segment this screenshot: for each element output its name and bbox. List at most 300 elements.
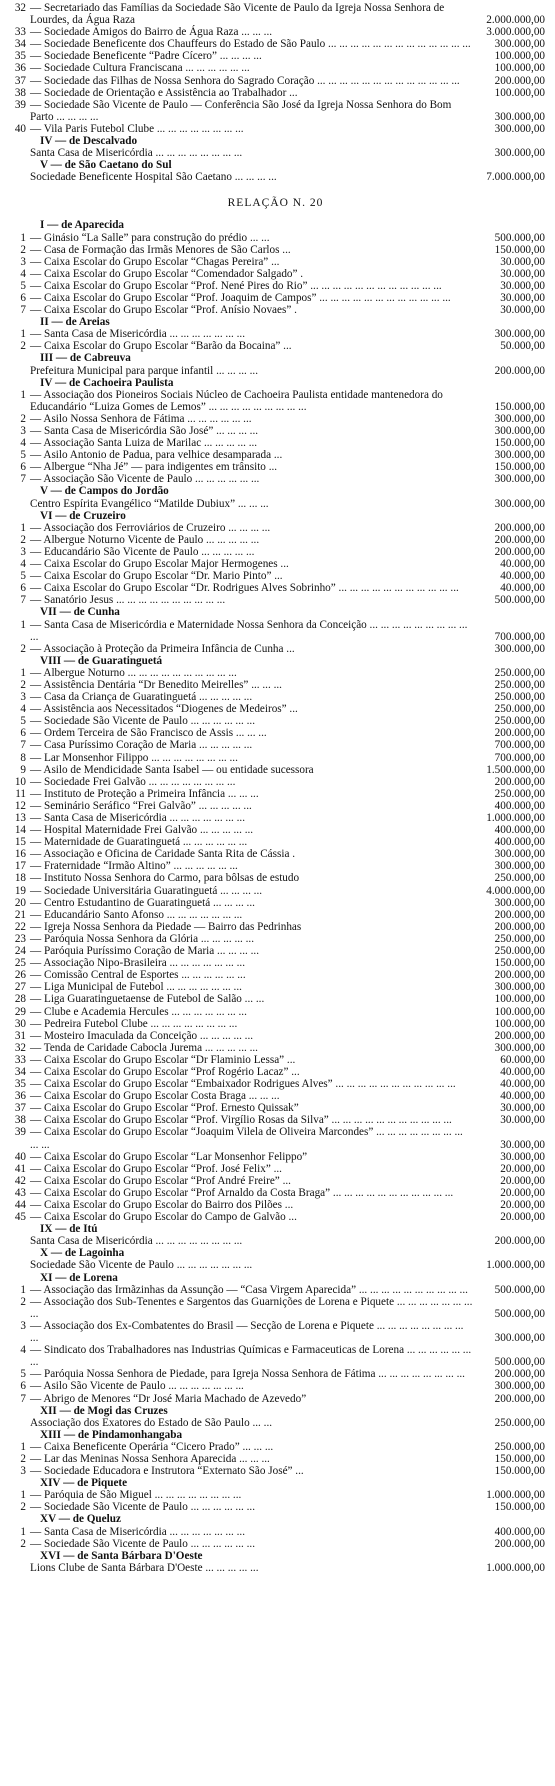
item-number: 1 <box>20 1489 26 1502</box>
item-amount: 30.000,00 <box>500 255 545 268</box>
item-text: — Liga Municipal de Futebol ... ... ... ... ... ... ... <box>30 981 242 994</box>
item-text: — Santa Casa de Misericórdia ... ... ... ... ... ... ... <box>30 812 246 824</box>
item-text: — Clube e Academia Hercules ... ... ... ... ... ... ... <box>30 1005 247 1018</box>
item-amount: 300.000,00 <box>494 1380 545 1393</box>
item-text: — Caixa Escolar do Grupo Escolar “Joaquim Vilela de Oliveira Marcondes” ... ... ... ... ... ... ... ... ... ... <box>30 1126 463 1151</box>
item-text: — Paróquia Nossa Senhora de Piedade, para Igreja Nossa Senhora de Fátima ... ... ... ... ... ... ... ... <box>30 1368 465 1381</box>
item-number: 14 <box>14 824 26 837</box>
municipality-heading <box>6 1429 545 1441</box>
item-text: — Caixa Escolar do Grupo Escolar Costa Braga ... ... ... <box>30 1090 280 1103</box>
item-amount: 100.000,00 <box>494 50 545 63</box>
item-number: 6 <box>20 461 26 474</box>
municipality-heading <box>6 485 545 497</box>
item-amount: 300.000,00 <box>494 497 545 510</box>
list-item <box>6 981 545 993</box>
item-number: 26 <box>14 969 26 982</box>
item-amount: 400.000,00 <box>494 799 545 812</box>
list-item <box>6 1090 545 1102</box>
list-item <box>6 570 545 582</box>
item-number: 23 <box>14 932 26 945</box>
item-text: — Caixa Escolar do Grupo Escolar do Bairro dos Pilões ... <box>30 1199 294 1211</box>
item-text: — Caixa Escolar do Grupo Escolar “Prof. Anísio Novaes” . <box>30 304 297 317</box>
item-amount: 250.000,00 <box>494 945 545 958</box>
item-text: — Igreja Nossa Senhora da Piedade — Bairro das Pedrinhas <box>30 920 302 933</box>
municipality-heading <box>6 316 545 328</box>
list-item <box>6 256 545 268</box>
item-amount: 500.000,00 <box>494 231 545 244</box>
list-item <box>6 413 545 425</box>
list-item <box>6 389 545 413</box>
item-text: — Sanatório Jesus ... ... ... ... ... ... ... ... ... ... <box>30 594 226 607</box>
item-amount: 100.000,00 <box>494 1005 545 1018</box>
list-item <box>6 776 545 788</box>
item-text: — Lar Monsenhor Filippo ... ... ... ... ... ... ... ... <box>30 751 238 764</box>
municipality-heading <box>6 1550 545 1562</box>
item-text: — Caixa Escolar do Grupo Escolar “Chagas Pereira” ... <box>30 255 280 268</box>
heading-text: XV — de Queluz <box>40 1513 121 1526</box>
item-amount: 200.000,00 <box>494 533 545 546</box>
list-item <box>6 292 545 304</box>
item-amount: 200.000,00 <box>494 74 545 87</box>
item-amount: 1.000.000,00 <box>486 812 545 824</box>
item-text: — Maternidade de Guaratinguetá ... ... ... ... ... ... <box>30 836 248 849</box>
list-item <box>6 1006 545 1018</box>
item-text: — Liga Guaratinguetaense de Futebol de Salão ... ... <box>30 993 265 1006</box>
item-text: — Assistência Dentária “Dr Benedito Meirelles” ... ... ... <box>30 678 282 691</box>
item-text: — Caixa Escolar do Grupo Escolar “Lar Monsenhor Felippo” <box>30 1150 308 1163</box>
item-number: 30 <box>14 1017 26 1030</box>
item-text: — Sociedade Frei Galvão ... ... ... ... ... ... ... ... <box>30 775 236 788</box>
item-text: — Albergue Noturno Vicente de Paulo ... ... ... ... ... <box>30 533 260 546</box>
municipality-heading <box>6 1405 545 1417</box>
item-amount: 400.000,00 <box>494 824 545 837</box>
item-number: 4 <box>20 437 26 450</box>
heading-text: X — de Lagoinha <box>40 1247 125 1260</box>
item-amount: 200.000,00 <box>494 920 545 933</box>
item-amount: 1.000.000,00 <box>486 1561 545 1574</box>
list-item <box>6 945 545 957</box>
item-number: 18 <box>14 872 26 885</box>
list-item <box>6 38 545 50</box>
list-item <box>6 933 545 945</box>
item-text: — Caixa Escolar do Grupo Escolar “Prof André Freire” ... <box>30 1174 291 1187</box>
item-number: 2 <box>20 1501 26 1514</box>
item-amount: 30.000,00 <box>500 279 545 292</box>
item-amount: 4.000.000,00 <box>486 884 545 897</box>
item-amount: 20.000,00 <box>500 1162 545 1175</box>
item-number: 7 <box>20 594 26 607</box>
item-amount: 150.000,00 <box>494 1452 545 1465</box>
item-text: — Sociedade São Vicente de Paulo ... ... ... ... ... ... <box>30 1537 256 1550</box>
heading-text: IV — de Descalvado <box>40 135 138 148</box>
item-number: 4 <box>20 703 26 716</box>
item-amount: 200.000,00 <box>494 1392 545 1405</box>
item-text: Prefeitura Municipal para parque infantil ... ... ... ... <box>30 364 259 377</box>
list-item <box>6 1320 545 1344</box>
item-number: 38 <box>14 1114 26 1127</box>
item-text: — Sociedade das Filhas de Nossa Senhora do Sagrado Coração ... ... ... ... ... ... ... ... ... ... ... ... ... <box>30 74 460 87</box>
item-text: — Associação dos Ex-Combatentes do Brasil — Secção de Lorena e Piquete ... ... ... ... ... ... ... ... ... <box>30 1319 464 1345</box>
item-number: 5 <box>20 715 26 728</box>
item-amount: 20.000,00 <box>500 1199 545 1211</box>
item-number: 24 <box>14 945 26 958</box>
list-item <box>6 957 545 969</box>
item-number: 7 <box>20 739 26 752</box>
list-item <box>6 582 545 594</box>
item-text: — Sindicato dos Trabalhadores nas Industrias Químicas e Farmaceuticas de Lorena ... ... ... ... ... ... ... <box>30 1344 472 1369</box>
item-amount: 150.000,00 <box>494 243 545 256</box>
item-amount: 40.000,00 <box>500 570 545 583</box>
item-amount: 3.000.000,00 <box>486 26 545 39</box>
item-number: 25 <box>14 957 26 970</box>
item-amount: 250.000,00 <box>494 691 545 704</box>
item-amount: 150.000,00 <box>494 400 545 413</box>
list-item <box>6 87 545 99</box>
list-item <box>6 715 545 727</box>
list-item <box>6 703 545 715</box>
item-text: — Associação e Oficina de Caridade Santa Rita de Cássia . <box>30 848 295 861</box>
item-number: 1 <box>20 231 26 244</box>
list-item <box>6 534 545 546</box>
item-number: 37 <box>14 1102 26 1115</box>
list-item <box>6 909 545 921</box>
item-amount: 300.000,00 <box>494 38 545 51</box>
list-item <box>6 594 545 606</box>
list-item <box>6 848 545 860</box>
item-text: — Caixa Escolar do Grupo Escolar Major Hermogenes ... <box>30 558 289 571</box>
list-item <box>6 1187 545 1199</box>
item-number: 5 <box>20 570 26 583</box>
item-number: 34 <box>14 1065 26 1078</box>
municipality-heading <box>6 510 545 522</box>
item-number: 28 <box>14 993 26 1006</box>
list-item <box>6 1368 545 1380</box>
list-item <box>6 1151 545 1163</box>
item-text: — Casa de Formação das Irmãs Menores de São Carlos ... <box>30 243 291 256</box>
item-amount: 40.000,00 <box>500 1078 545 1091</box>
item-amount: 1.500.000,00 <box>486 763 545 776</box>
item-number: 2 <box>20 243 26 256</box>
item-amount: 400.000,00 <box>494 836 545 849</box>
item-amount: 60.000,00 <box>500 1053 545 1066</box>
list-item <box>6 304 545 316</box>
item-text: — Instituto Nossa Senhora do Carmo, para bôlsas de estudo <box>30 872 300 885</box>
list-item <box>6 812 545 824</box>
relacao-title: RELAÇÃO N. 20 <box>227 197 324 210</box>
list-item <box>6 1114 545 1126</box>
item-text: — Educandário São Vicente de Paulo ... ... ... ... ... <box>30 545 255 558</box>
item-text: — Paróquia Puríssimo Coração de Maria ... ... ... ... <box>30 945 259 958</box>
item-amount: 200.000,00 <box>494 364 545 377</box>
item-text: Centro Espírita Evangélico “Matilde Dubiux” ... ... ... <box>30 497 269 510</box>
item-number: 22 <box>14 920 26 933</box>
heading-text: VII — de Cunha <box>40 606 120 619</box>
item-number: 33 <box>14 26 26 39</box>
item-number: 6 <box>20 582 26 595</box>
item-amount: 150.000,00 <box>494 1465 545 1478</box>
item-amount: 300.000,00 <box>494 425 545 437</box>
heading-text: IX — de Itú <box>40 1223 98 1236</box>
item-text: — Associação Santa Luiza de Marilac ... ... ... ... ... <box>30 437 258 450</box>
item-amount: 200.000,00 <box>494 727 545 740</box>
item-number: 42 <box>14 1174 26 1187</box>
item-number: 2 <box>20 412 26 425</box>
item-amount: 300.000,00 <box>494 896 545 909</box>
item-text: — Associação dos Ferroviários de Cruzeiro ... ... ... ... <box>30 521 271 534</box>
item-number: 35 <box>14 1078 26 1091</box>
item-text: — Caixa Escolar do Grupo Escolar “Dr. Mario Pinto” ... <box>30 570 283 583</box>
list-item <box>6 1453 545 1465</box>
item-amount: 400.000,00 <box>494 1525 545 1538</box>
municipality-heading <box>6 1477 545 1489</box>
item-amount: 200.000,00 <box>494 1029 545 1042</box>
heading-text: XIV — de Piquete <box>40 1477 128 1490</box>
item-number: 4 <box>20 267 26 280</box>
item-amount: 250.000,00 <box>494 715 545 728</box>
item-text: — Associação dos Sub-Tenentes e Sargentos das Guarnições de Lorena e Piquete ... ... ... ... ... ... ... ... <box>30 1295 473 1320</box>
item-text: — Caixa Escolar do Grupo Escolar “Barão da Bocaina” ... <box>30 340 292 353</box>
item-number: 8 <box>20 751 26 764</box>
item-text: — Sociedade Universitária Guaratinguetá ... ... ... ... <box>30 884 263 897</box>
item-text: — Caixa Escolar do Grupo Escolar “Dr. Rodrigues Alves Sobrinho” ... ... ... ... ... ... ... ... ... ... ... <box>30 582 459 595</box>
item-text: — Vila Paris Futebol Clube ... ... ... ... ... ... ... ... <box>30 122 244 135</box>
item-number: 35 <box>14 50 26 63</box>
item-number: 40 <box>14 1150 26 1163</box>
item-amount: 50.000,00 <box>500 340 545 353</box>
list-item <box>6 1538 545 1550</box>
list-item <box>6 1501 545 1513</box>
list-item <box>6 727 545 739</box>
item-number: 7 <box>20 1392 26 1405</box>
item-amount: 30.000,00 <box>500 267 545 280</box>
item-text: — Asilo São Vicente de Paulo ... ... ... ... ... ... ... <box>30 1380 244 1393</box>
item-number: 3 <box>20 1465 26 1478</box>
item-amount: 300.000,00 <box>494 449 545 462</box>
item-number: 6 <box>20 291 26 304</box>
item-number: 39 <box>14 1126 26 1139</box>
item-text: — Caixa Escolar do Grupo Escolar “Embaixador Rodrigues Alves” ... ... ... ... ... ... ... ... ... ... ... <box>30 1078 456 1091</box>
heading-text: XI — de Lorena <box>40 1271 118 1284</box>
list-item <box>6 739 545 751</box>
item-text: — Hospital Maternidade Frei Galvão ... ... ... ... ... <box>30 824 254 837</box>
list-item <box>6 921 545 933</box>
item-number: 17 <box>14 860 26 873</box>
list-item <box>6 1078 545 1090</box>
item-amount: 200.000,00 <box>494 969 545 982</box>
item-number: 5 <box>20 279 26 292</box>
item-text: — Santa Casa de Misericórdia São José” ... ... ... ... <box>30 425 259 437</box>
item-amount: 40.000,00 <box>500 1090 545 1103</box>
item-number: 19 <box>14 884 26 897</box>
item-number: 15 <box>14 836 26 849</box>
item-amount: 250.000,00 <box>494 703 545 716</box>
municipality-heading <box>6 1272 545 1284</box>
item-text: — Sociedade São Vicente de Paulo ... ... ... ... ... ... <box>30 715 256 728</box>
list-item <box>6 123 545 135</box>
list-item <box>6 1030 545 1042</box>
item-number: 6 <box>20 727 26 740</box>
heading-text: XVI — de Santa Bárbara D'Oeste <box>40 1549 203 1562</box>
item-text: — Caixa Escolar do Grupo Escolar “Prof. Ernesto Quissak” <box>30 1102 299 1115</box>
list-item <box>6 1211 545 1223</box>
list-item <box>6 1259 545 1271</box>
item-amount: 200.000,00 <box>494 1537 545 1550</box>
item-amount: 30.000,00 <box>500 291 545 304</box>
list-item <box>6 1344 545 1368</box>
list-item <box>6 268 545 280</box>
item-amount: 100.000,00 <box>494 62 545 75</box>
municipality-heading <box>6 1223 545 1235</box>
list-item <box>6 824 545 836</box>
item-amount: 300.000,00 <box>494 860 545 873</box>
item-amount: 300.000,00 <box>494 412 545 425</box>
item-text: — Sociedade Cultura Franciscana ... ... ... ... ... ... <box>30 62 250 75</box>
item-number: 31 <box>14 1029 26 1042</box>
item-text: — Lar das Meninas Nossa Senhora Aparecida ... ... ... <box>30 1452 270 1465</box>
list-item <box>6 498 545 510</box>
item-number: 2 <box>20 340 26 353</box>
item-text: — Albergue Noturno ... ... ... ... ... ... ... ... ... ... <box>30 666 237 679</box>
item-number: 34 <box>14 38 26 51</box>
list-item <box>6 860 545 872</box>
item-text: — Asilo Antonio de Padua, para velhice desamparada ... <box>30 449 283 462</box>
item-text: — Sociedade Educadora e Instrutora “Externato São José” ... <box>30 1465 304 1478</box>
list-item <box>6 1489 545 1501</box>
list-section-continuation <box>6 2 545 183</box>
list-item <box>6 872 545 884</box>
list-item <box>6 425 545 437</box>
item-amount: 2.000.000,00 <box>486 14 545 27</box>
list-item <box>6 449 545 461</box>
item-amount: 700.000,00 <box>494 739 545 752</box>
list-item <box>6 764 545 776</box>
list-item <box>6 1235 545 1247</box>
list-item <box>6 232 545 244</box>
item-amount: 7.000.000,00 <box>486 171 545 184</box>
item-amount: 20.000,00 <box>500 1174 545 1187</box>
item-amount: 200.000,00 <box>494 775 545 788</box>
item-amount: 500.000,00 <box>494 1283 545 1296</box>
item-number: 20 <box>14 896 26 909</box>
item-text: — Ginásio “La Salle” para construção do prédio ... ... <box>30 231 270 244</box>
item-amount: 150.000,00 <box>494 461 545 474</box>
item-text: — Sociedade São Vicente de Paulo — Conferência São José da Igreja Nossa Senhora do Bom Parto ... ... ... ... <box>30 98 452 123</box>
item-amount: 150.000,00 <box>494 1501 545 1514</box>
item-text: — Sociedade Beneficente “Padre Cícero” ... ... ... ... <box>30 50 262 63</box>
item-amount: 150.000,00 <box>494 437 545 450</box>
list-item <box>6 643 545 655</box>
list-item <box>6 667 545 679</box>
list-item <box>6 26 545 38</box>
list-item <box>6 171 545 183</box>
list-item <box>6 1380 545 1392</box>
list-item <box>6 1175 545 1187</box>
item-number: 38 <box>14 86 26 99</box>
list-item <box>6 969 545 981</box>
item-number: 1 <box>20 618 26 631</box>
item-amount: 1.000.000,00 <box>486 1259 545 1272</box>
item-amount: 250.000,00 <box>494 1440 545 1453</box>
item-text: — Caixa Beneficente Operária “Cicero Prado” ... ... ... <box>30 1440 274 1453</box>
item-amount: 250.000,00 <box>494 666 545 679</box>
item-number: 13 <box>14 812 26 824</box>
list-item <box>6 75 545 87</box>
item-number: 2 <box>20 1295 26 1308</box>
item-number: 3 <box>20 425 26 437</box>
item-amount: 30.000,00 <box>500 304 545 317</box>
item-text: — Associação à Proteção da Primeira Infância de Cunha ... <box>30 642 295 655</box>
item-number: 6 <box>20 1380 26 1393</box>
item-text: — Secretariado das Famílias da Sociedade São Vicente de Paulo da Igreja Nossa Senhora de Lourdes, da Água Raza <box>30 2 445 27</box>
item-text: — Albergue “Nha Jé” — para indigentes em trânsito ... <box>30 461 278 474</box>
item-amount: 30.000,00 <box>500 1102 545 1115</box>
item-text: — Caixa Escolar do Grupo Escolar “Prof Arnaldo da Costa Braga” ... ... ... ... ... ... ... ... ... ... ... <box>30 1186 454 1199</box>
item-text: — Sociedade Beneficente dos Chauffeurs do Estado de São Paulo ... ... ... ... ... ... ... ... ... ... ... ... ... <box>30 38 471 51</box>
item-number: 11 <box>15 787 26 800</box>
item-number: 1 <box>20 1283 26 1296</box>
item-amount: 300.000,00 <box>494 473 545 486</box>
list-item <box>6 800 545 812</box>
item-number: 39 <box>14 98 26 111</box>
list-item <box>6 50 545 62</box>
list-item <box>6 1126 545 1150</box>
item-number: 5 <box>20 449 26 462</box>
heading-text: V — de São Caetano do Sul <box>40 159 172 172</box>
list-item <box>6 1296 545 1320</box>
item-number: 32 <box>14 2 26 14</box>
item-amount: 300.000,00 <box>494 1041 545 1054</box>
item-text: — Associação Nipo-Brasileira ... ... ... ... ... ... ... <box>30 957 246 970</box>
item-number: 1 <box>20 521 26 534</box>
list-item <box>6 365 545 377</box>
item-text: — Caixa Escolar do Grupo Escolar “Prof. José Felix” ... <box>30 1162 282 1175</box>
item-number: 1 <box>20 328 26 341</box>
item-number: 4 <box>20 1344 26 1357</box>
item-number: 32 <box>14 1041 26 1054</box>
list-item <box>6 752 545 764</box>
item-amount: 30.000,00 <box>500 1150 545 1163</box>
list-item <box>6 1441 545 1453</box>
item-text: — Caixa Escolar do Grupo Escolar “Prof. Virgílio Rosas da Silva” ... ... ... ... ... ... ... ... ... ... ... <box>30 1114 452 1127</box>
item-number: 29 <box>14 1005 26 1018</box>
item-number: 40 <box>14 122 26 135</box>
list-item <box>6 244 545 256</box>
item-amount: 300.000,00 <box>494 981 545 994</box>
item-text: — Caixa Escolar do Grupo Escolar “Prof. Nené Pires do Rio” ... ... ... ... ... ... ... ... ... ... ... ... <box>30 279 442 292</box>
list-item <box>6 147 545 159</box>
item-text: — Caixa Escolar do Grupo Escolar “Prof. Joaquim de Campos” ... ... ... ... ... ... ... ... ... ... ... ... <box>30 291 451 304</box>
item-amount: 150.000,00 <box>494 957 545 970</box>
item-text: — Educandário Santo Afonso ... ... ... ... ... ... ... <box>30 908 243 921</box>
item-number: 3 <box>20 1319 26 1332</box>
item-text: — Casa Puríssimo Coração de Maria ... ... ... ... ... <box>30 739 253 752</box>
list-item <box>6 619 545 643</box>
item-number: 33 <box>14 1053 26 1066</box>
item-amount: 200.000,00 <box>494 908 545 921</box>
item-amount: 1.000.000,00 <box>486 1489 545 1502</box>
heading-text: II — de Areias <box>40 316 110 329</box>
heading-text: III — de Cabreuva <box>40 352 131 365</box>
item-amount: 100.000,00 <box>494 1017 545 1030</box>
item-text: — Asilo de Mendicidade Santa Isabel — ou entidade sucessora <box>30 763 314 776</box>
item-amount: 30.000,00 <box>500 1114 545 1127</box>
item-text: — Santa Casa de Misericórdia ... ... ... ... ... ... ... <box>30 328 246 341</box>
item-number: 3 <box>20 691 26 704</box>
list-item <box>6 280 545 292</box>
item-amount: 300.000,00 <box>494 122 545 135</box>
item-text: Sociedade São Vicente de Paulo ... ... ... ... ... ... ... <box>30 1259 253 1272</box>
item-number: 41 <box>14 1162 26 1175</box>
